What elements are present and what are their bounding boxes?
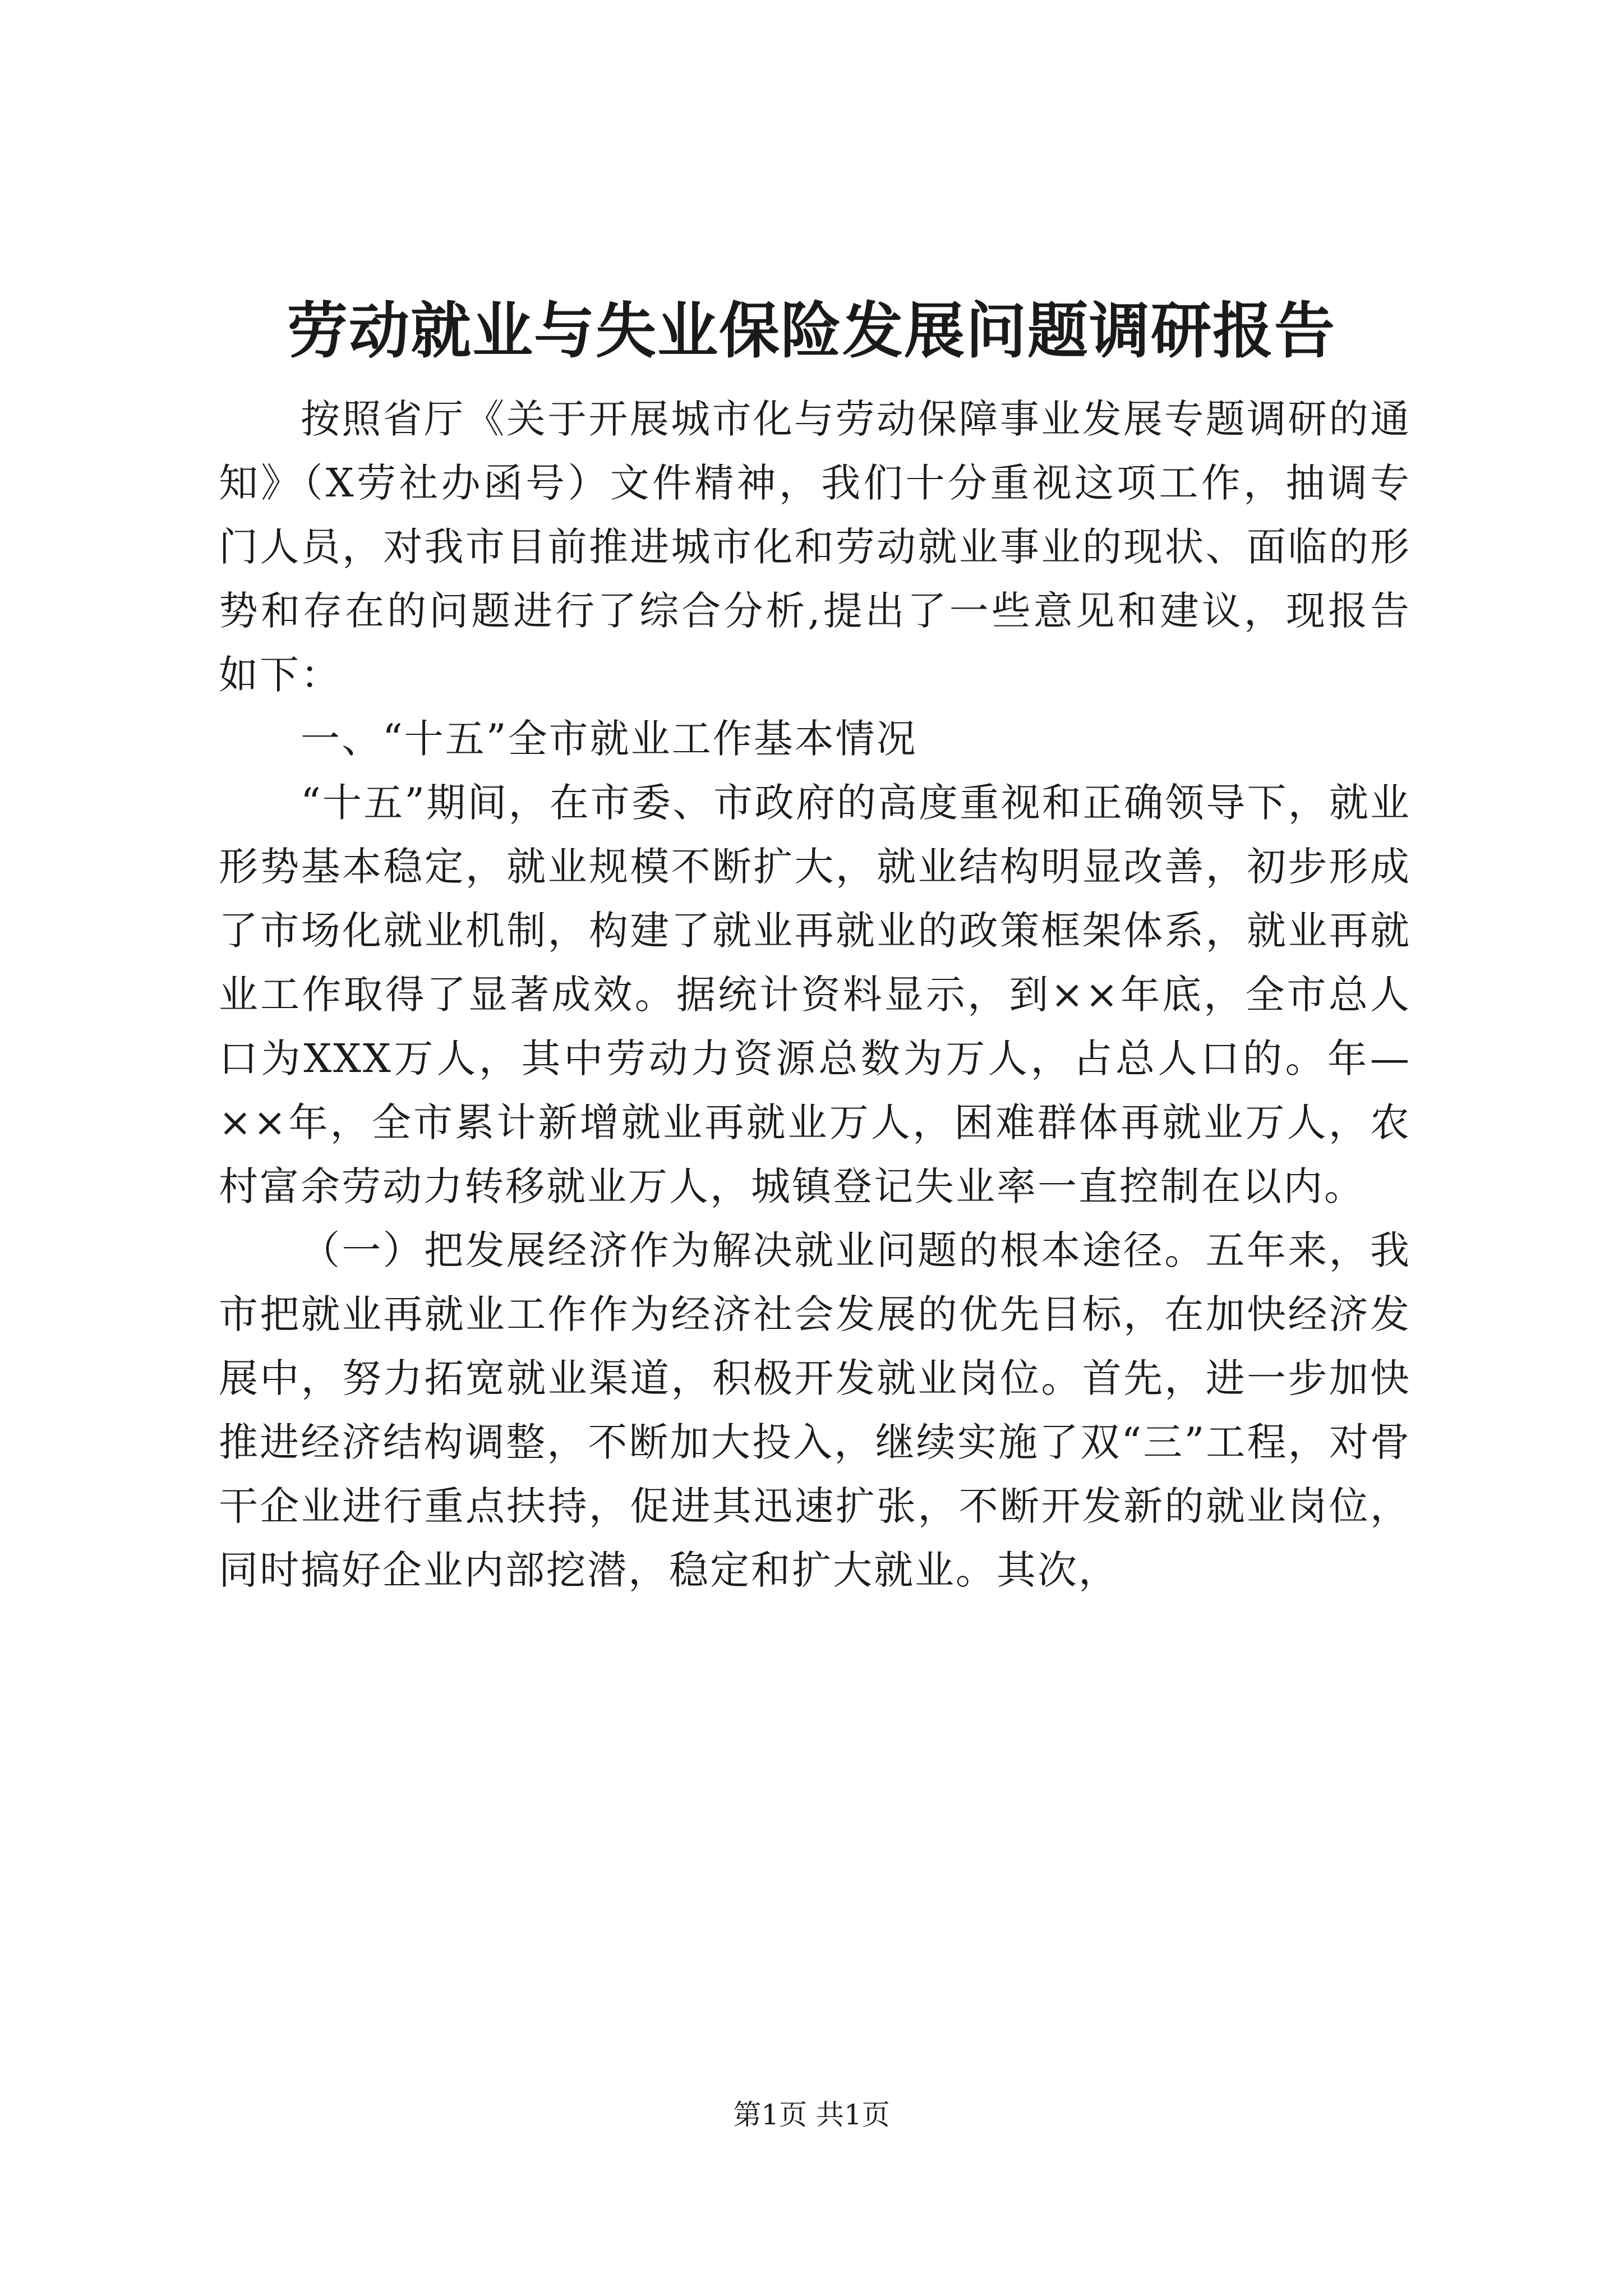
page-footer: 第1页 共1页 [733, 2099, 890, 2131]
document-body [219, 387, 1411, 1602]
paragraph-overview: “十五”期间，在市委、市政府的高度重视和正确领导下，就业形势基本稳定，就业规模不断扩大，就业结构明显改善，初步形成了市场化就业机制，构建了就业再就业的政策框架体系，就业再就业工作取得了显著成效。据统计资料显示，到××年底，全市总人口为XXX万人，其中劳动力资源总数为万人，占总人口的。年—××年，全市累计新增就业再就业万人，困难群体再就业万人，农村富余劳动力转移就业万人，城镇登记失业率一直控制在以内。 [219, 780, 1411, 1209]
document-title: 劳动就业与失业保险发展问题调研报告 [287, 296, 1336, 366]
paragraph-subsection-1: （一）把发展经济作为解决就业问题的根本途径。五年来，我市把就业再就业工作作为经济社会发展的优先目标，在加快经济发展中，努力拓宽就业渠道，积极开发就业岗位。首先，进一步加快推进经济结构调整，不断加大投入，继续实施了双“三”工程，对骨干企业进行重点扶持，促进其迅速扩张，不断开发新的就业岗位，同时搞好企业内部挖潜，稳定和扩大就业。其次， [219, 1227, 1411, 1593]
paragraph-intro: 按照省厅《关于开展城市化与劳动保障事业发展专题调研的通知》（X劳社办函号）文件精神，我们十分重视这项工作，抽调专门人员，对我市目前推进城市化和劳动就业事业的现状、面临的形势和存在的问题进行了综合分析,提出了一些意见和建议，现报告如下： [219, 396, 1411, 698]
section-heading-1: 一、“十五”全市就业工作基本情况 [301, 716, 917, 762]
